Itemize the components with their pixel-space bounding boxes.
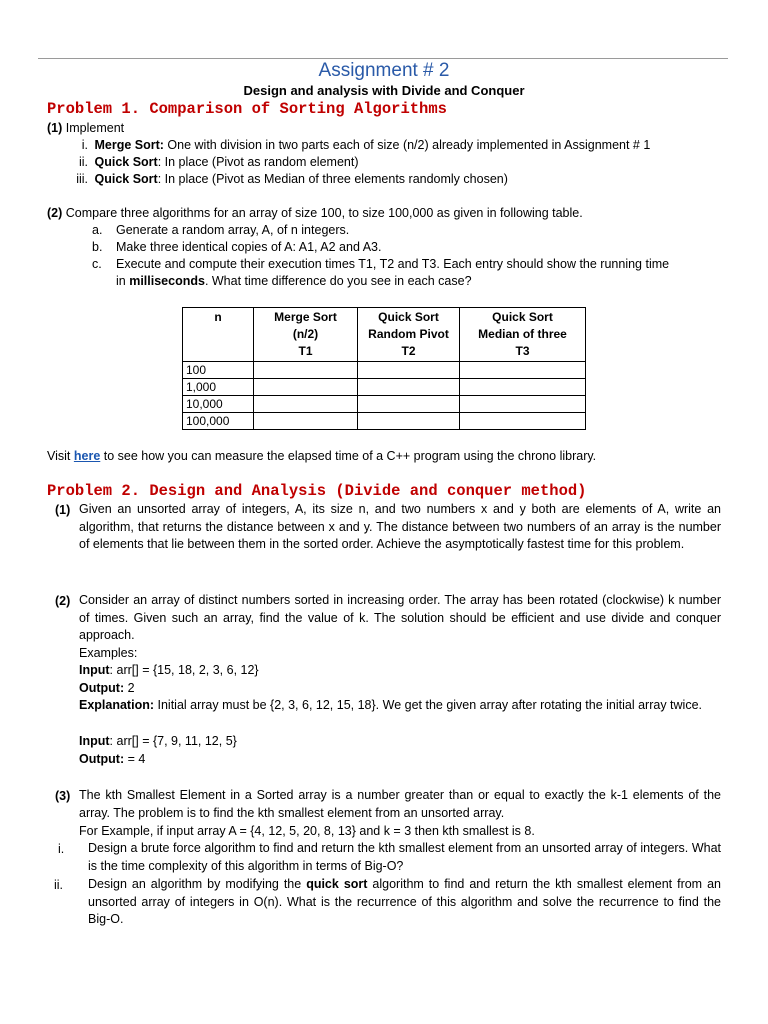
item-bold: Quick Sort [94,172,158,186]
q1-number: (1) [55,503,71,517]
p1-part2-number: (2) [47,206,63,220]
example-input-2 [79,733,237,750]
header-cell-merge [254,308,358,362]
p1-part1-number: (1) [47,121,63,135]
table-row [183,362,586,379]
item-text: One with division in two parts each of size (n/2) already implemented in Assignment # 1 [163,138,651,152]
text-segment: . What time difference do you see in each case? [204,274,472,288]
table-row [183,413,586,430]
text-segment: algorithm to find and return the kth smallest element from an unsorted array of integers in O(n). What is the recurrence of this algorithm and solve the recurrence to find the Big-O. [88,877,721,926]
p1-item-b [92,239,381,256]
q3-text: The kth Smallest Element in a Sorted array is a number greater than or equal to exactly the k-1 elements of the array. The problem is to find the kth smallest element from an unsorted array. [79,788,721,820]
letter-marker: c. [92,257,102,271]
p1-item-a [92,222,349,239]
q3-example: For Example, if input array A = {4, 12, 5, 20, 8, 13} and k = 3 then kth smallest is 8. [79,824,535,838]
table-row [183,379,586,396]
p1-part2-text: Compare three algorithms for an array of size 100, to size 100,000 as given in following table. [65,206,583,220]
row-label-cell: 10,000 [183,396,254,413]
q3-item-i-number: i. [58,842,65,856]
item-text: Make three identical copies of A: A1, A2 and A3. [116,240,382,254]
empty-cell [460,362,586,379]
explanation-value: Initial array must be {2, 3, 6, 12, 15, 18}. We get the given array after rotating the initial array twice. [154,698,702,712]
header-line: Quick Sort [378,310,439,324]
roman-numeral: iii. [76,172,88,186]
explanation-label: Explanation: [79,698,155,712]
item-text: Generate a random array, A, of n integers. [116,223,350,237]
item-text: Execute and compute their execution times T1, T2 and T3. Each entry should show the running time [116,257,670,271]
header-line: T1 [298,344,313,358]
header-line: T2 [401,344,416,358]
q1-text: Given an unsorted array of integers, A, its size n, and two numbers x and y both are elements of A, write an algorithm, that returns the distance between x and y. The distance between two numbers of an array is the number of elements that lie between them in the sorted order. Achieve the asymptotically fastest time for this problem. [79,502,721,551]
header-line: Quick Sort [492,310,553,324]
p1-item-c-continued [116,273,472,290]
visit-line [47,448,596,465]
input-value: : arr[] = {15, 18, 2, 3, 6, 12} [109,663,259,677]
empty-cell [254,379,358,396]
text-segment: Design an algorithm by modifying the [88,877,307,891]
page-subtitle: Design and analysis with Divide and Conquer [243,83,525,98]
quick-sort-emphasis: quick sort [306,877,368,891]
output-label: Output: [79,752,125,766]
row-label-cell: 1,000 [183,379,254,396]
item-bold: Merge Sort: [94,138,164,152]
text-segment: in [116,274,130,288]
q3-item-ii-number: ii. [54,878,64,892]
example-explanation [79,697,721,715]
item-bold: Quick Sort [94,155,158,169]
empty-cell [254,362,358,379]
output-label: Output: [79,681,125,695]
milliseconds-emphasis: milliseconds [129,274,205,288]
header-cell-quick-median [460,308,586,362]
p1-item-c [92,256,669,273]
text-segment: to see how you can measure the elapsed time of a C++ program using the chrono library. [100,449,597,463]
top-rule [38,58,728,59]
empty-cell [254,396,358,413]
header-line: Random Pivot [368,327,449,341]
empty-cell [460,396,586,413]
p1-item-ii [60,154,359,171]
examples-label: Examples: [79,646,138,660]
p1-part1-text: Implement [65,121,125,135]
header-line: Merge Sort [274,310,337,324]
empty-cell [460,379,586,396]
sorting-times-table [182,307,586,430]
here-link[interactable]: here [73,449,101,463]
text-segment: Visit [47,449,74,463]
header-line: n [214,310,222,324]
problem-2-heading: Problem 2. Design and Analysis (Divide and conquer method) [47,482,587,500]
empty-cell [254,413,358,430]
roman-numeral: ii. [78,155,88,169]
q2-number: (2) [55,594,71,608]
output-value: = 4 [124,752,146,766]
header-line: (n/2) [292,327,319,341]
q3-number: (3) [55,789,71,803]
q3-item-i-text: Design a brute force algorithm to find and return the kth smallest element from an unsorted array of integers. What is the time complexity of this algorithm in terms of Big-O? [88,841,721,873]
problem-1-heading: Problem 1. Comparison of Sorting Algorithms [47,100,447,118]
header-line: T3 [515,344,530,358]
p1-part1 [47,120,124,137]
empty-cell [358,379,460,396]
row-label-cell: 100,000 [183,413,254,430]
example-output-1 [79,680,135,697]
table-header-row [183,308,586,362]
p1-part2 [47,205,583,222]
row-label-cell: 100 [183,362,254,379]
empty-cell [358,413,460,430]
p1-item-i [60,137,650,154]
header-cell-quick-random [358,308,460,362]
item-text: : In place (Pivot as random element) [157,155,359,169]
output-value: 2 [124,681,135,695]
item-text: : In place (Pivot as Median of three elements randomly chosen) [157,172,508,186]
q3-item-ii-text [88,876,721,929]
p1-item-iii [60,171,508,188]
input-value: : arr[] = {7, 9, 11, 12, 5} [109,734,237,748]
letter-marker: a. [92,223,103,237]
empty-cell [460,413,586,430]
letter-marker: b. [92,240,103,254]
table-row [183,396,586,413]
page-title: Assignment # 2 [318,60,450,81]
header-line: Median of three [478,327,567,341]
input-label: Input [79,663,110,677]
example-input-1 [79,662,259,679]
example-output-2 [79,751,145,768]
input-label: Input [79,734,110,748]
q2-text: Consider an array of distinct numbers sorted in increasing order. The array has been rotated (clockwise) k number of times. Given such an array, find the value of k. The solution should be efficient and use divide and conquer approach. [79,593,721,642]
roman-numeral: i. [81,138,88,152]
empty-cell [358,396,460,413]
empty-cell [358,362,460,379]
header-cell-n [183,308,254,362]
